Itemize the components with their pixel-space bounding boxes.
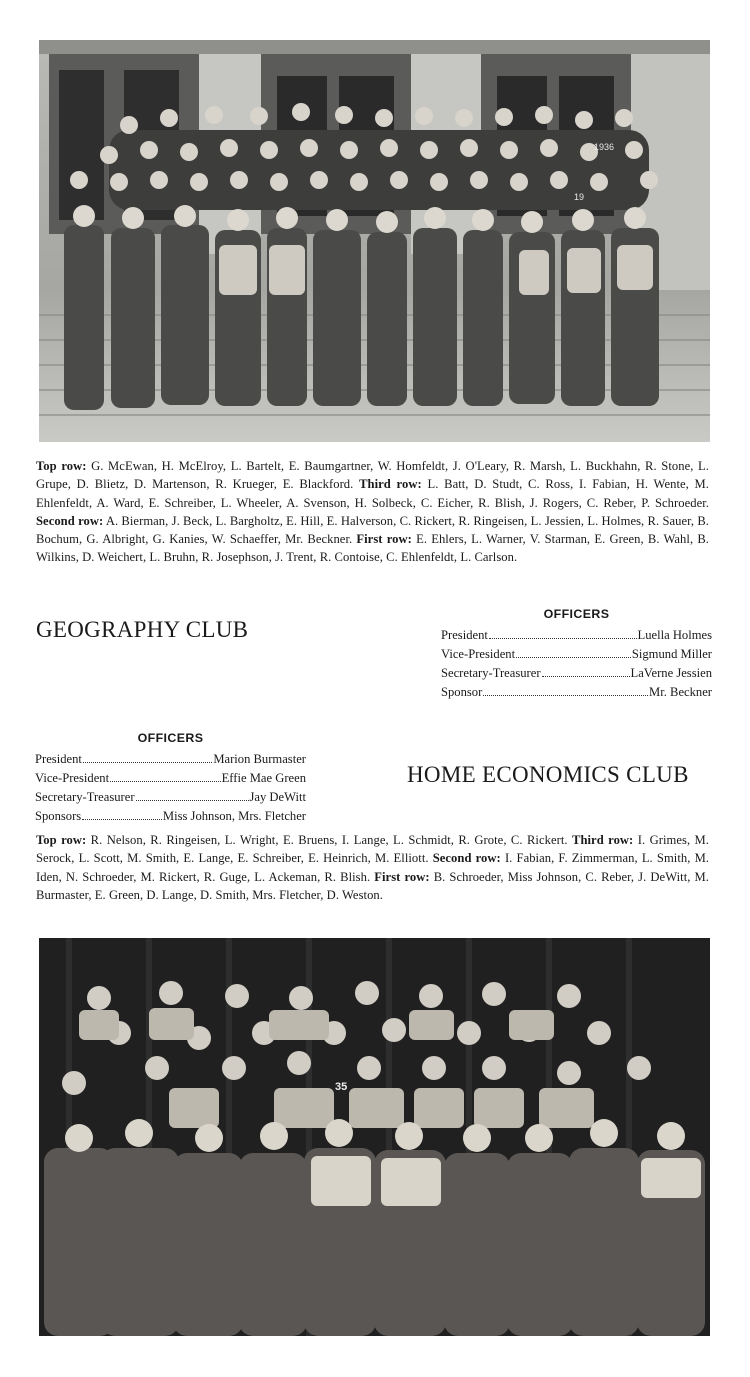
home-ec-officer-secretary-treasurer <box>35 788 306 807</box>
geography-caption <box>36 457 709 567</box>
geo-second-row-names: A. Bierman, J. Beck, L. Bargholtz, E. Hill, E. Halverson, C. Rickert, R. Ringeisen, L. Jessien, L. Holmes, R. Sauer, B. Bochum, G. Albright, G. Kanies, W. Schaeffer, Mr. Beckner. <box>36 513 709 547</box>
geo-first-row-names: E. Ehlers, L. Warner, V. Starman, E. Green, B. Wahl, B. Wilkins, D. Weichert, L. Bruhn, R. Josephson, J. Trent, R. Contoise, C. Ehlenfeldt, L. Carlson. <box>36 532 709 565</box>
officer-role: President <box>441 628 488 642</box>
sweater-number-1936: 1936 <box>594 142 615 152</box>
home-economics-club-title: HOME ECONOMICS CLUB <box>407 762 689 787</box>
geography-officers <box>441 605 712 702</box>
officer-role: President <box>35 752 82 766</box>
geo-third-row-label: Third row: <box>359 477 422 492</box>
home-ec-officers <box>35 729 306 826</box>
geography-officer-secretary-treasurer <box>441 664 712 683</box>
home-third-row-names: I. Grimes, M. Serock, L. Scott, M. Smith, E. Lange, E. Schreiber, E. Heinrich, M. Elliott. <box>36 833 709 866</box>
home-third-row-label: Third row: <box>572 833 634 847</box>
home-ec-officer-sponsors <box>35 807 306 826</box>
officer-name: Marion Burmaster <box>213 752 306 766</box>
officer-name: LaVerne Jessien <box>630 666 712 680</box>
home-first-row-label: First row: <box>374 869 430 884</box>
home-ec-officer-president <box>35 750 306 769</box>
home-ec-officers-heading: OFFICERS <box>137 731 204 745</box>
home-top-row-label: Top row: <box>36 833 87 847</box>
officer-name: Mr. Beckner <box>649 685 712 699</box>
geo-second-row-label: Second row: <box>36 513 104 528</box>
officer-name: Sigmund Miller <box>631 647 712 661</box>
home-first-row-names: B. Schroeder, Miss Johnson, C. Reber, J. DeWitt, M. Burmaster, E. Green, D. Lange, D. Smith, Mrs. Fletcher, D. Weston. <box>36 869 709 902</box>
officer-role: Secretary-Treasurer <box>441 666 541 680</box>
geo-top-row-names: G. McEwan, H. McElroy, L. Bartelt, E. Baumgartner, W. Homfeldt, J. O'Leary, R. Marsh, L. Buckhahn, R. Stone, L. Grupe, D. Blietz, D. Martenson, R. Krueger, E. Blackford. <box>36 459 709 492</box>
home-second-row-names: I. Fabian, F. Zimmerman, L. Smith, M. Iden, N. Schroeder, M. Rickert, R. Guge, L. Ackeman, R. Blish. <box>36 851 710 884</box>
geography-officer-vice-president <box>441 645 712 664</box>
home-top-row-names: R. Nelson, R. Ringeisen, L. Wright, E. Bruens, I. Lange, L. Schmidt, R. Grote, C. Rickert. <box>90 833 568 847</box>
geography-officer-sponsor <box>441 683 712 702</box>
sweater-number-19: 19 <box>574 192 585 202</box>
home-ec-officer-vice-president <box>35 769 306 788</box>
sweater-number-35: 35 <box>335 1081 348 1093</box>
officer-role: Vice-President <box>441 647 516 661</box>
geography-officer-president <box>441 626 712 645</box>
officer-role: Sponsor <box>441 685 483 699</box>
officer-name: Effie Mae Green <box>221 771 306 785</box>
officer-role: Secretary-Treasurer <box>35 790 135 804</box>
officer-name: Miss Johnson, Mrs. Fletcher <box>162 809 306 823</box>
geo-third-row-names: L. Batt, D. Studt, C. Ross, I. Fabian, H. Wente, M. Ehlenfeldt, A. Ward, E. Schreiber, L. Wheeler, A. Svenson, H. Solbeck, C. Eicher, R. Blish, J. Rogers, C. Reber, P. Schroeder. <box>36 477 710 510</box>
geo-first-row-label: First row: <box>356 532 412 547</box>
geography-club-title: GEOGRAPHY CLUB <box>36 617 249 642</box>
officer-name: Luella Holmes <box>637 628 712 642</box>
geography-officers-heading: OFFICERS <box>543 607 610 621</box>
home-economics-club-photo <box>39 938 710 1336</box>
geo-top-row-label: Top row: <box>36 459 87 473</box>
home-ec-caption <box>36 831 709 904</box>
officer-role: Sponsors <box>35 809 82 823</box>
home-second-row-label: Second row: <box>432 851 501 866</box>
officer-role: Vice-President <box>35 771 110 785</box>
geography-club-photo <box>39 40 710 442</box>
officer-name: Jay DeWitt <box>249 790 306 804</box>
